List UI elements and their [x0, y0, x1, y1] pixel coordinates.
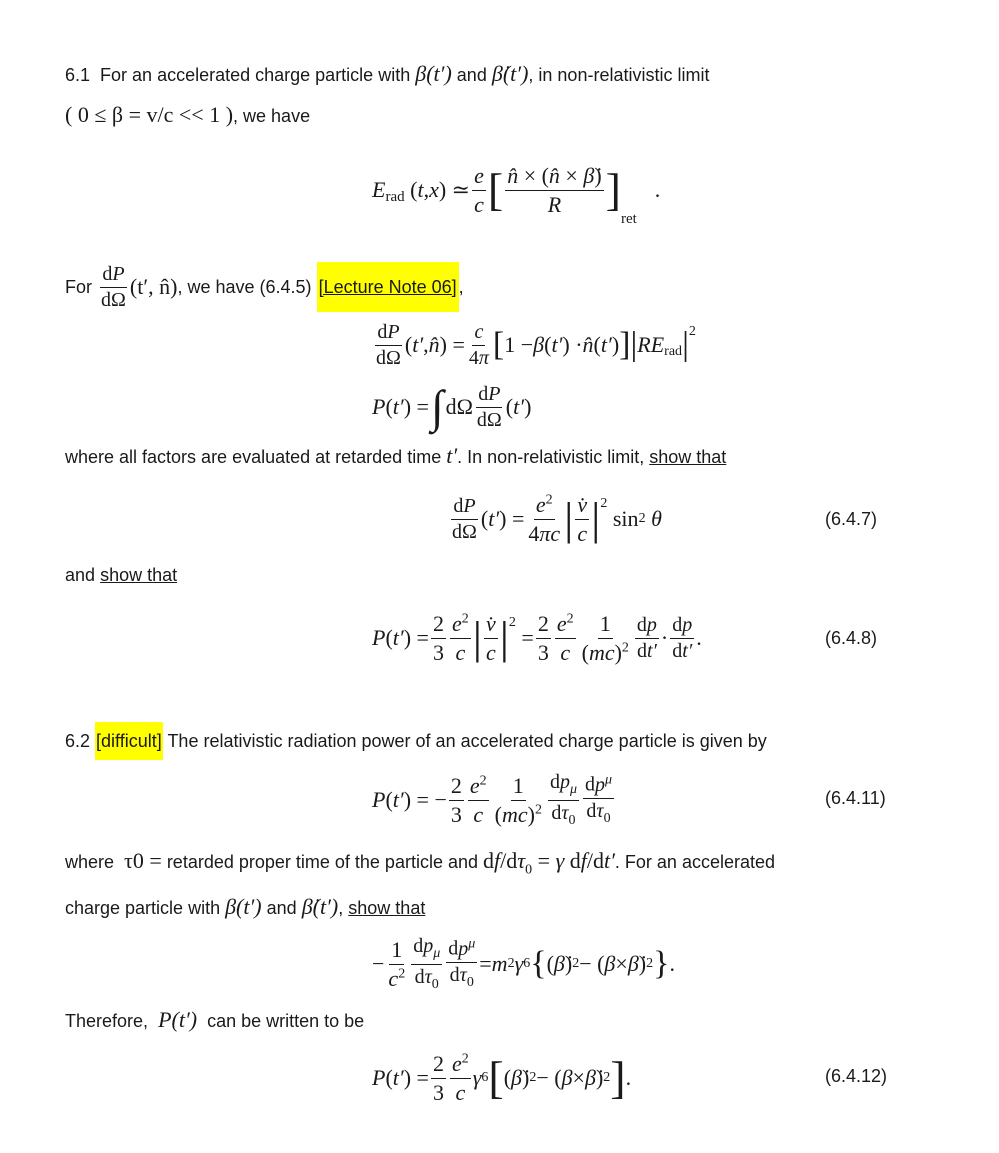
eqno-6412: (6.4.12) — [825, 1066, 888, 1086]
limit-text: , in non-relativistic limit — [528, 65, 710, 85]
and-word-2: and — [266, 898, 297, 918]
and-word: and — [456, 65, 487, 85]
for-accel: . For an accelerated — [614, 852, 776, 872]
eq-6412: P ( t′ ) = $\frac{2}{3}$ $\frac{e^2}{c}$ γ 6 [ ( β̇ ) 2 − ( β × β̇ ) 2 ] . — [372, 1051, 632, 1105]
p61-where-line — [65, 443, 726, 470]
betadot-t-2: β̇(t′) — [301, 894, 339, 919]
difficult-tag: [difficult] — [95, 722, 163, 760]
betadot-t: β̇(t′) — [491, 61, 529, 86]
show-that-2: show that — [100, 565, 178, 585]
and-label: and — [65, 565, 96, 585]
p62-where-line — [65, 848, 775, 883]
problem-number: 6.1 — [65, 65, 91, 85]
momentum-identity: − $\frac{1}{c^2}$ $\frac{dp_\mu}{d\tau_0}$ $\frac{dp^\mu}{d\tau_0}$ = m 2 γ 6 { ( β̇ ) 2 − ( β × β̇ ) 2 } . — [372, 934, 675, 992]
where-label: where — [65, 852, 115, 872]
p62-charge-line: charge particle with β(t′) and β̇(t′), show that — [65, 894, 426, 919]
eqno-6411: (6.4.11) — [825, 788, 886, 808]
p62-therefore-line — [65, 1007, 364, 1034]
beta-t: β(t′) — [415, 61, 452, 86]
nonrel-text: . In non-relativistic limit, — [457, 447, 645, 467]
erad-equation: E rad ( t , x ) ≃ $\frac{e}{c}$ [ $\frac{n̂ \times (n̂ \times \betȧ)}{R}$ ] ret . — [372, 163, 661, 227]
problem-number-2: 6.2 — [65, 731, 91, 751]
dp-domega-formula: $\frac{dP}{d\Omega}$ ( t′ , n̂ ) = $\frac{c}{4\pi}$ [ 1 − β ( t′ ) · n̂ ( t′ ) ] | RE rad | $^2$ — [376, 320, 696, 369]
lecture-note-text[interactable]: [Lecture Note 06] — [318, 277, 457, 297]
eq-6411: P ( t′ ) = − $\frac{2}{3}$ $\frac{e^2}{c}$ $\frac{1}{(mc)^2}$ $\frac{dp_\mu}{d\tau_0}$ $\frac{dp^\mu}{d\tau_0}$ — [372, 770, 612, 828]
dp-args: (t′, n̂) — [129, 274, 178, 299]
df-relation: $df/d\tau_0 = \gamma$ df/dt′ — [483, 848, 615, 878]
therefore: Therefore, — [65, 1011, 149, 1031]
p61-and-line — [65, 562, 177, 588]
p61-line2 — [65, 102, 310, 129]
charge-text: charge particle with — [65, 898, 221, 918]
eqno-647: (6.4.7) — [825, 509, 878, 529]
tprime: t′ — [446, 443, 458, 468]
beta-t-2: β(t′) — [225, 894, 262, 919]
p61-for-line: For $\frac{dP}{d\Omega}$ (t′, n̂) , we have (6.4.5) [Lecture Note 06] , — [65, 262, 464, 311]
show-that-3: show that — [348, 898, 426, 918]
for-label: For — [65, 277, 92, 297]
eq-647: $\frac{dP}{d\Omega}$ ( t′ ) = $\frac{e^2}{4\pi c}$ | $\frac{v̇}{c}$ | $^2$ sin $_2$ θ — [452, 492, 662, 546]
p-tprime: P(t′) — [158, 1007, 198, 1032]
p62-line1 — [65, 728, 767, 754]
comma: , — [458, 277, 464, 297]
can-be: can be written to be — [207, 1011, 365, 1031]
power-integral: P ( t′ ) = ∫ dΩ $\frac{dP}{d\Omega}$ ( t′ ) — [372, 381, 532, 432]
lecture-note-link[interactable] — [317, 262, 459, 312]
p61-intro: For an accelerated charge particle with — [100, 65, 411, 85]
tau-def: τ0 = — [124, 848, 162, 873]
retarded-text: retarded proper time of the particle and — [166, 852, 478, 872]
we-have-ref: , we have (6.4.5) — [177, 277, 312, 297]
eq-648: P ( t′ ) = $\frac{2}{3}$ $\frac{e^2}{c}$ | $\frac{v̇}{c}$ | $^2$ = $\frac{2}{3}$ $\frac{e^2}{c}$ $\frac{1}{(mc)^2}$ $\frac{dp}{dt'}$ · $\frac{dp}{dt'}$ . — [372, 611, 702, 665]
p62-intro: The relativistic radiation power of an accelerated charge particle is given by — [167, 731, 767, 751]
beta-range: ( 0 ≤ β = v/c << 1 ) — [65, 102, 234, 127]
p61-line1 — [65, 61, 709, 88]
where-text: where all factors are evaluated at retarded time — [65, 447, 442, 467]
eqno-648: (6.4.8) — [825, 628, 878, 648]
show-that-1: show that — [649, 447, 727, 467]
we-have: , we have — [233, 106, 311, 126]
